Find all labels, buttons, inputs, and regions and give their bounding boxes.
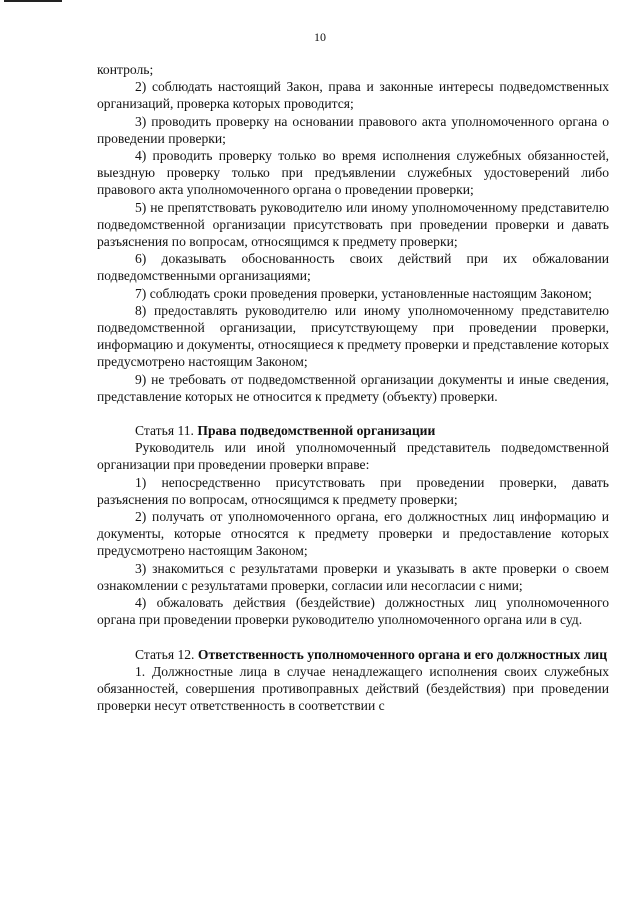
list-item: 2) соблюдать настоящий Закон, права и законные интересы подведомственных организаций, проверка которых проводится; [97, 79, 609, 112]
document-body [97, 61, 609, 714]
list-item: 5) не препятствовать руководителю или иному уполномоченному представителю подведомственной организации присутствовать при проведении проверки и давать разъяснения по вопросам, относящимся к предмету проверки; [97, 199, 609, 250]
article-12-title: Ответственность уполномоченного органа и его должностных лиц [197, 646, 608, 662]
list-item: 3) проводить проверку на основании правового акта уполномоченного органа о проведении проверки; [97, 113, 609, 146]
list-item: 9) не требовать от подведомственной организации документы и иные сведения, представление которых не относится к предмету (объекту) проверки. [97, 371, 609, 404]
article-11-label: Статья 11. [135, 423, 194, 439]
list-item: 3) знакомиться с результатами проверки и указывать в акте проверки о своем ознакомлении с результатами проверки, согласии или несогласии с ними; [97, 560, 609, 593]
article-11-heading [97, 422, 609, 439]
page-number: 10 [314, 30, 326, 44]
article-11-title: Права подведомственной организации [197, 423, 436, 439]
article-11-intro: Руководитель или иной уполномоченный представитель подведомственной организации при проведении проверки вправе: [97, 440, 609, 473]
list-item: 1) непосредственно присутствовать при проведении проверки, давать разъяснения по вопросам, относящимся к предмету проверки; [97, 474, 609, 507]
article-12-paragraph: 1. Должностные лица в случае ненадлежащего исполнения своих служебных обязанностей, совершения противоправных действий (бездействия) при проведении проверки несут ответственность в соответствии с [97, 663, 609, 714]
list-item: 6) доказывать обоснованность своих действий при их обжаловании подведомственными организациями; [97, 251, 609, 284]
list-item: 4) обжаловать действия (бездействие) должностных лиц уполномоченного органа при проведении проверки руководителю уполномоченного органа или в суд. [97, 595, 609, 628]
article-12-label: Статья 12. [135, 646, 195, 662]
list-item: 4) проводить проверку только во время исполнения служебных обязанностей, выездную проверку только при предъявлении служебных удостоверений либо правового акта уполномоченного органа о проведении проверки; [97, 148, 609, 198]
paragraph: контроль; [97, 62, 154, 77]
list-item: 2) получать от уполномоченного органа, его должностных лиц информацию и документы, которые относятся к предмету проверки и предоставление которых предусмотрено настоящим Законом; [97, 509, 609, 559]
list-item: 8) предоставлять руководителю или иному уполномоченному представителю подведомственной организации, присутствующему при проведении проверки, информацию и документы, относящиеся к предмету проверки и представление которых предусмотрено настоящим Законом; [97, 302, 609, 370]
article-12-heading [97, 646, 609, 663]
list-item: 7) соблюдать сроки проведения проверки, установленные настоящим Законом; [135, 285, 592, 301]
top-edge-mark [4, 0, 62, 2]
